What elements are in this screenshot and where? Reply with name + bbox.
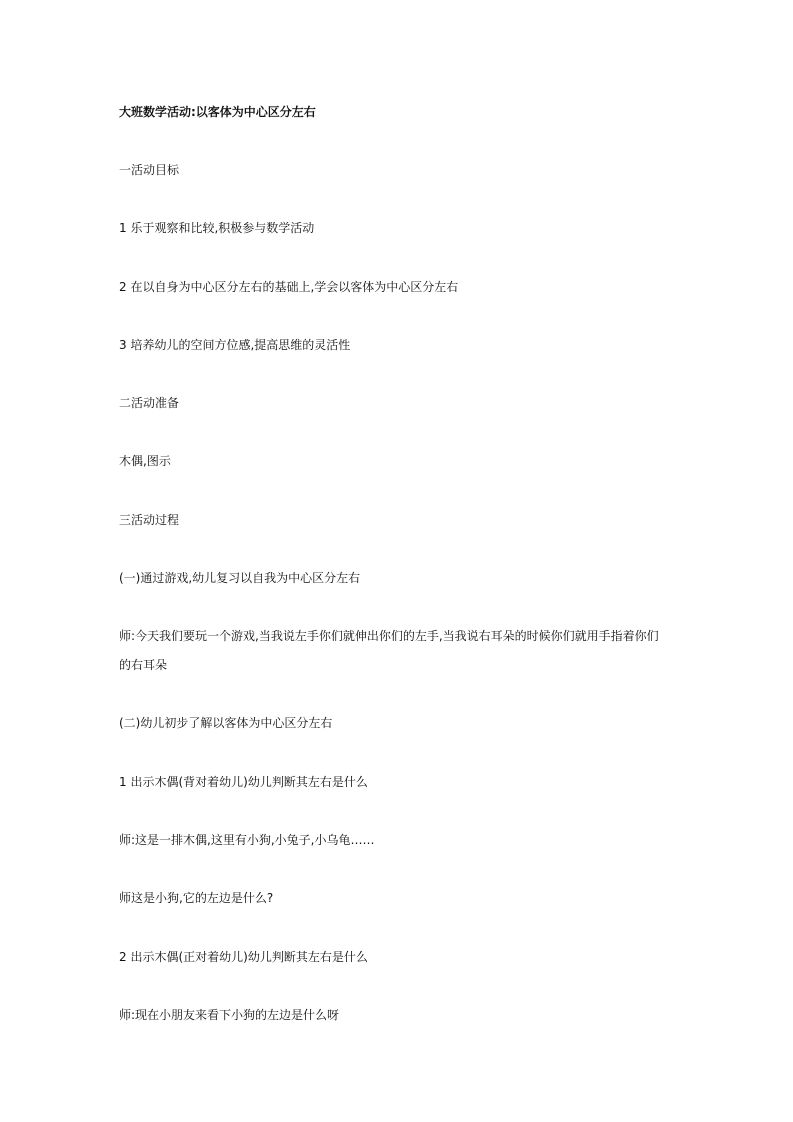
goal-item-3: 3 培养幼儿的空间方位感,提高思维的灵活性 [119, 338, 351, 352]
teacher-line-1-continued: 的右耳朵 [119, 658, 168, 672]
section-heading-goals: 一活动目标 [119, 163, 180, 177]
goal-item-1: 1 乐于观察和比较,积极参与数学活动 [119, 221, 315, 235]
document-title: 大班数学活动:以客体为中心区分左右 [119, 105, 316, 119]
section-heading-process: 三活动过程 [119, 513, 180, 527]
section-heading-preparation: 二活动准备 [119, 396, 180, 410]
teacher-line-2: 师:这是一排木偶,这里有小狗,小兔子,小乌龟…… [119, 833, 375, 847]
goal-item-2: 2 在以自身为中心区分左右的基础上,学会以客体为中心区分左右 [119, 280, 459, 294]
process-step-2-heading: (二)幼儿初步了解以客体为中心区分左右 [119, 716, 333, 730]
teacher-line-4: 师:现在小朋友来看下小狗的左边是什么呀 [119, 1008, 340, 1022]
process-substep-1: 1 出示木偶(背对着幼儿)幼儿判断其左右是什么 [119, 775, 368, 789]
process-step-1-heading: (一)通过游戏,幼儿复习以自我为中心区分左右 [119, 571, 361, 585]
teacher-line-1: 师:今天我们要玩一个游戏,当我说左手你们就伸出你们的左手,当我说右耳朵的时候你们就用手指着你们 [119, 629, 659, 643]
process-substep-2: 2 出示木偶(正对着幼儿)幼儿判断其左右是什么 [119, 950, 368, 964]
teacher-line-3: 师这是小狗,它的左边是什么? [119, 891, 274, 905]
preparation-text: 木偶,图示 [119, 454, 171, 468]
